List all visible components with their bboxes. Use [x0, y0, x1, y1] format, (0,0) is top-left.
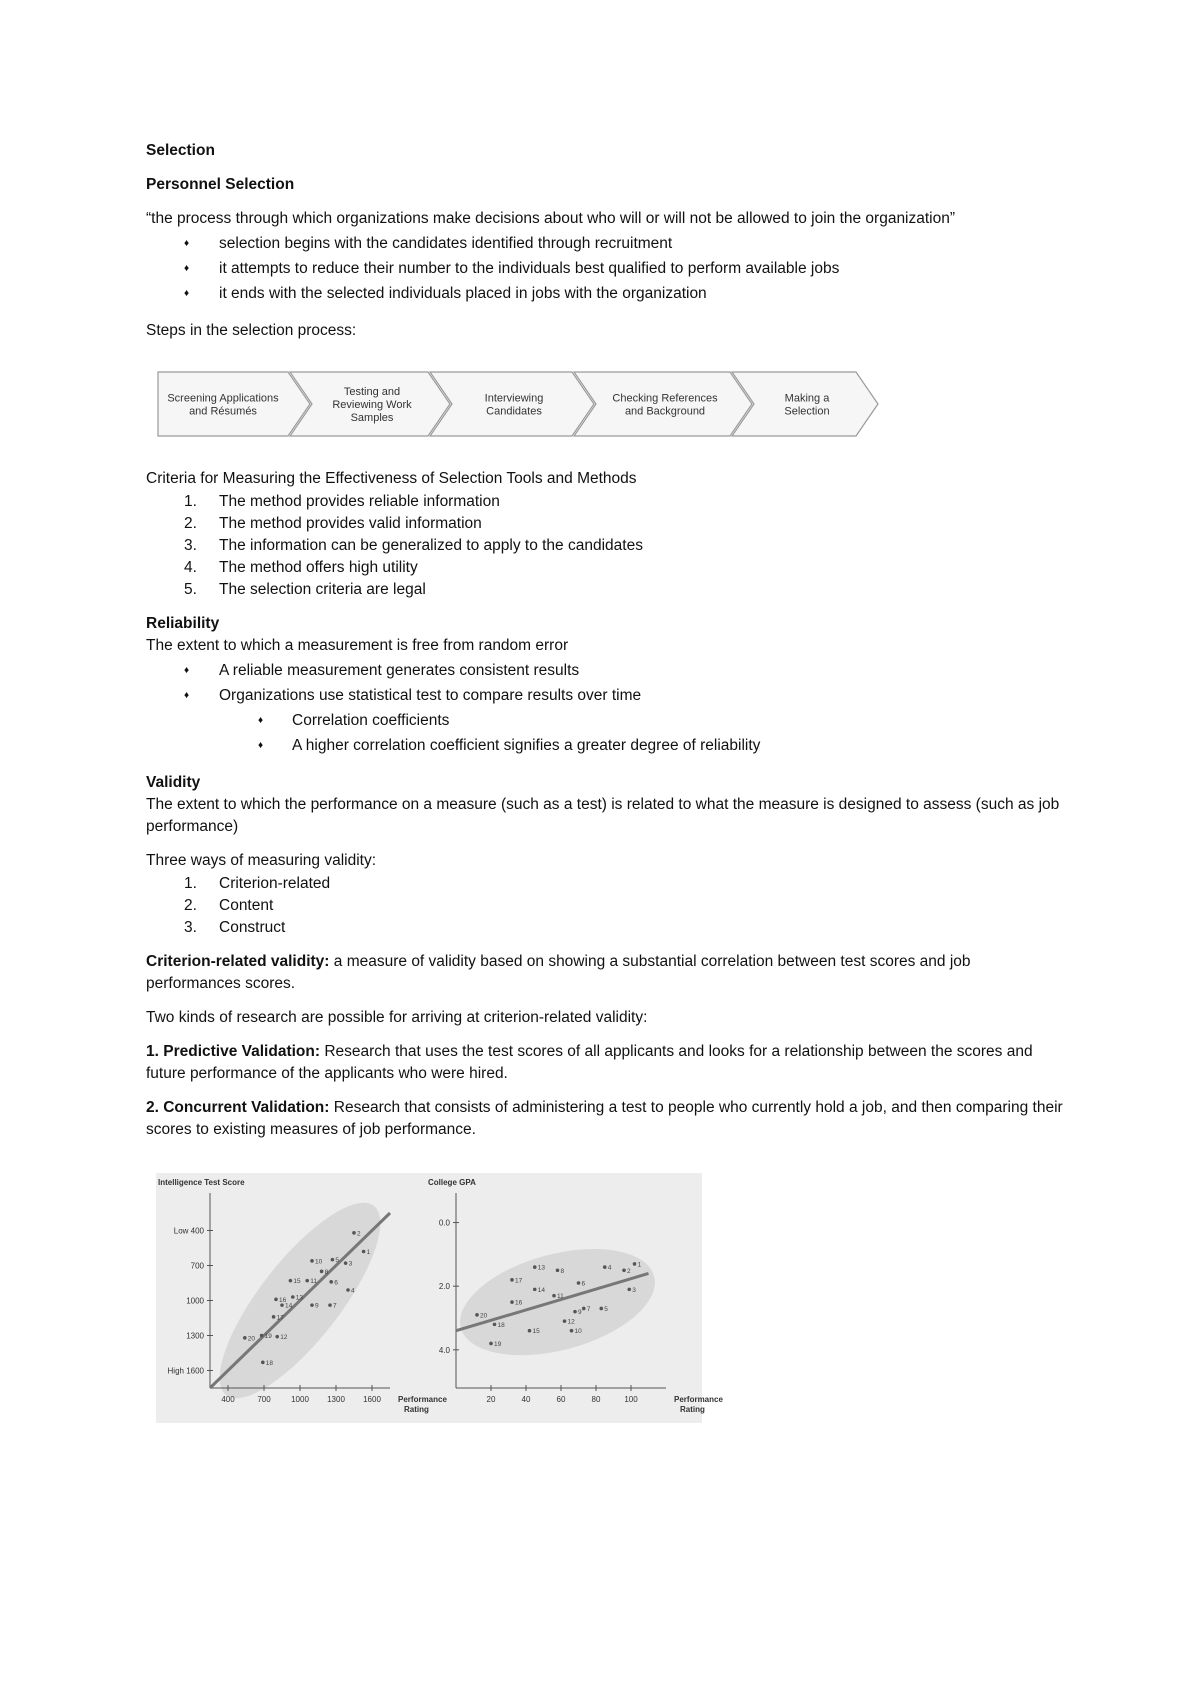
page-title: Selection [146, 142, 215, 159]
data-point-label: 1 [637, 1261, 642, 1269]
data-point [243, 1336, 247, 1340]
list-item [146, 557, 1066, 579]
y-tick-label: 700 [190, 1261, 204, 1271]
data-point-label: 12 [567, 1318, 575, 1326]
list-number: 4. [184, 559, 197, 576]
list-item [146, 491, 1066, 513]
data-point [493, 1323, 497, 1327]
data-point-label: 10 [574, 1328, 582, 1336]
scatter-chart-1 [158, 1178, 447, 1420]
data-point [533, 1265, 537, 1269]
y-axis-title: College GPA [428, 1178, 476, 1187]
data-point-label: 6 [334, 1279, 338, 1287]
data-point-label: 7 [333, 1302, 337, 1310]
data-point [320, 1270, 324, 1274]
process-step-label-line: Screening Applications [167, 392, 279, 405]
validity-definition: The extent to which the performance on a measure (such as a test) is related to what the measure is designed to assess (such as job performance) [146, 796, 1060, 835]
list-text: The selection criteria are legal [219, 581, 426, 598]
term: 2. Concurrent Validation: [146, 1099, 330, 1116]
data-point [573, 1310, 577, 1314]
list-item: ♦ A reliable measurement generates consistent results [146, 660, 1066, 682]
data-point-label: 19 [264, 1333, 272, 1340]
data-point-label: 15 [532, 1328, 540, 1336]
term: Criterion-related validity: [146, 953, 330, 970]
x-tick-label: 1600 [363, 1395, 381, 1404]
data-point-label: 1 [366, 1249, 371, 1256]
process-step-label-line: Interviewing [484, 392, 544, 405]
list-item [146, 873, 1066, 895]
process-step-label-line: and Résumés [189, 405, 257, 418]
y-tick-label: High 1600 [167, 1366, 204, 1376]
data-point-label: 17 [515, 1277, 523, 1285]
x-tick-label: 20 [486, 1395, 496, 1404]
data-point [344, 1261, 348, 1265]
x-tick-label: 100 [624, 1395, 638, 1404]
data-point-label: 20 [247, 1335, 256, 1343]
data-point-label: 19 [494, 1340, 502, 1348]
concurrent-validation-paragraph [146, 1097, 1066, 1141]
data-point [475, 1313, 479, 1317]
list-number: 1. [184, 493, 197, 510]
list-text: The method provides reliable information [219, 493, 500, 510]
definition-points [146, 233, 1066, 305]
y-tick-label: 2.0 [438, 1282, 450, 1292]
data-point-label: 2 [627, 1267, 631, 1275]
data-point [291, 1295, 295, 1299]
process-flow-diagram [156, 368, 876, 440]
data-point-label: 4 [607, 1264, 612, 1272]
data-point [275, 1335, 279, 1339]
list-item [146, 535, 1066, 557]
list-item: ♦ Organizations use statistical test to compare results over time [146, 685, 1066, 707]
y-tick-label: 1300 [186, 1331, 204, 1341]
data-point-label: 5 [335, 1257, 340, 1265]
criteria-list [146, 491, 1066, 601]
list-item: ♦ A higher correlation coefficient signifies a greater degree of reliability [146, 735, 1066, 757]
data-point [570, 1329, 574, 1333]
x-tick-label: 400 [221, 1395, 235, 1404]
data-point-label: 8 [324, 1268, 329, 1276]
x-axis-title-line: Rating [404, 1405, 429, 1414]
x-tick-label: 40 [521, 1395, 531, 1404]
list-item: ♦ it attempts to reduce their number to the individuals best qualified to perform available jobs [146, 258, 1066, 280]
research-intro: Two kinds of research are possible for arriving at criterion-related validity: [146, 1009, 648, 1026]
data-point [627, 1288, 631, 1292]
data-point [577, 1281, 581, 1285]
criteria-heading: Criteria for Measuring the Effectiveness of Selection Tools and Methods [146, 470, 637, 487]
data-point [563, 1319, 567, 1323]
process-step-label-line: Making a [784, 392, 830, 405]
data-point-label: 15 [293, 1278, 301, 1286]
list-item [146, 917, 1066, 939]
document-page [146, 140, 1066, 1423]
data-point-label: 7 [586, 1305, 591, 1313]
data-point-label: 20 [480, 1312, 488, 1320]
x-tick-label: 1300 [327, 1395, 345, 1404]
data-point-label: 14 [285, 1302, 293, 1310]
process-step-label-line: and Background [624, 405, 706, 418]
list-number: 2. [184, 897, 197, 914]
process-step-label-line: Checking References [612, 392, 718, 405]
x-axis-title [398, 1395, 447, 1414]
data-point-label: 3 [632, 1286, 636, 1294]
data-point [533, 1288, 537, 1292]
data-point [260, 1334, 264, 1338]
reliability-points [146, 660, 1066, 707]
data-point [346, 1288, 350, 1292]
data-point-label: 9 [315, 1302, 319, 1310]
selection-definition: “the process through which organizations make decisions about who will or will not be allowed to join the organization” [146, 210, 956, 227]
data-point-label: 6 [581, 1280, 586, 1288]
data-point-label: 2 [357, 1230, 361, 1238]
data-point [622, 1268, 626, 1272]
list-text: Criterion-related [219, 875, 331, 892]
list-number: 3. [184, 537, 197, 554]
process-step-label [612, 393, 718, 418]
selection-process-flow [156, 368, 876, 440]
x-axis-title-line: Performance [674, 1395, 723, 1404]
data-point [489, 1342, 493, 1346]
data-point-label: 16 [279, 1296, 287, 1304]
data-point-label: 14 [537, 1286, 545, 1294]
data-point-label: 17 [276, 1314, 284, 1322]
data-point-label: 9 [578, 1309, 582, 1317]
predictive-validation-paragraph [146, 1041, 1066, 1085]
process-step-label-line: Testing and [343, 386, 401, 398]
data-point [289, 1279, 293, 1283]
data-point [261, 1361, 265, 1365]
y-tick-label: 0.0 [438, 1218, 450, 1228]
data-point-label: 18 [265, 1359, 274, 1367]
term-definition: a measure of validity based on showing a substantial correlation between test scores and job performances scores. [146, 953, 971, 992]
x-axis-title [674, 1395, 723, 1414]
list-text: Construct [219, 919, 286, 936]
data-point-label: 18 [497, 1321, 505, 1329]
list-text: Content [219, 897, 274, 914]
reliability-definition: The extent to which a measurement is free from random error [146, 637, 569, 654]
data-point [556, 1268, 560, 1272]
list-number: 1. [184, 875, 197, 892]
process-step-label-line: Samples [350, 412, 394, 424]
list-text: The method provides valid information [219, 515, 482, 532]
process-step-label [485, 393, 544, 418]
list-item: ♦ Correlation coefficients [146, 710, 1066, 732]
list-text: The method offers high utility [219, 559, 418, 576]
data-point-label: 13 [537, 1264, 545, 1272]
process-step-label-line: Candidates [486, 405, 542, 418]
steps-intro: Steps in the selection process: [146, 322, 357, 339]
term-definition: Research that uses the test scores of all applicants and looks for a relationship between the scores and future performance of the applicants who were hired. [146, 1043, 1033, 1082]
list-item: ♦ it ends with the selected individuals placed in jobs with the organization [146, 283, 1066, 305]
data-point-label: 4 [351, 1287, 355, 1295]
data-point-label: 12 [280, 1334, 288, 1342]
section-heading-reliability: Reliability [146, 615, 220, 632]
data-point-label: 13 [295, 1294, 304, 1302]
x-axis-title-line: Performance [398, 1395, 447, 1404]
data-point [352, 1231, 356, 1235]
section-heading-validity: Validity [146, 774, 201, 791]
list-item: ♦ selection begins with the candidates identified through recruitment [146, 233, 1066, 255]
data-point [633, 1262, 637, 1266]
data-point [528, 1329, 532, 1333]
data-point [331, 1258, 335, 1262]
data-point-label: 8 [560, 1267, 565, 1275]
data-point [329, 1280, 333, 1284]
y-axis-title: Intelligence Test Score [158, 1178, 245, 1187]
data-point [362, 1250, 366, 1254]
data-point-label: 5 [604, 1305, 608, 1313]
data-point [310, 1259, 314, 1263]
validity-ways-intro: Three ways of measuring validity: [146, 852, 377, 869]
data-point-label: 11 [310, 1278, 317, 1286]
data-point [272, 1315, 276, 1319]
list-item [146, 895, 1066, 917]
data-point [599, 1307, 603, 1311]
list-item [146, 579, 1066, 601]
scatter-charts [156, 1173, 723, 1423]
list-text: The information can be generalized to apply to the candidates [219, 537, 643, 554]
data-point [274, 1298, 278, 1302]
data-point [310, 1303, 314, 1307]
y-tick-label: Low 400 [173, 1226, 204, 1236]
x-tick-label: 60 [556, 1395, 566, 1404]
validity-ways-list [146, 873, 1066, 939]
y-tick-label: 1000 [186, 1296, 204, 1306]
data-point [280, 1303, 284, 1307]
x-tick-label: 1000 [291, 1395, 309, 1404]
data-point [510, 1300, 514, 1304]
x-tick-label: 80 [591, 1395, 601, 1404]
term: 1. Predictive Validation: [146, 1043, 321, 1060]
scatter-chart-2 [428, 1178, 723, 1414]
x-axis-title-line: Rating [680, 1405, 705, 1414]
process-step-label [784, 393, 830, 418]
reliability-sub-points [146, 710, 1066, 757]
data-point-label: 3 [348, 1260, 353, 1268]
data-point [582, 1307, 586, 1311]
section-heading-personnel-selection: Personnel Selection [146, 176, 295, 193]
list-number: 5. [184, 581, 197, 598]
list-number: 3. [184, 919, 197, 936]
process-step-label-line: Reviewing Work [332, 399, 412, 411]
data-point [552, 1294, 556, 1298]
data-point [510, 1278, 514, 1282]
term-definition: Research that consists of administering a test to people who currently hold a job, and then comparing their scores to existing measures of job performance. [146, 1099, 1063, 1138]
data-point-label: 16 [515, 1299, 523, 1307]
criterion-related-paragraph [146, 951, 1066, 995]
data-point-label: 10 [315, 1258, 323, 1266]
validity-scatter-figure [156, 1173, 723, 1423]
list-number: 2. [184, 515, 197, 532]
data-point [305, 1279, 309, 1283]
data-point [328, 1303, 332, 1307]
data-point [603, 1265, 607, 1269]
y-tick-label: 4.0 [438, 1345, 450, 1355]
list-item [146, 513, 1066, 535]
process-step-label-line: Selection [784, 405, 830, 418]
data-point-label: 11 [557, 1293, 564, 1301]
x-tick-label: 700 [257, 1395, 271, 1404]
